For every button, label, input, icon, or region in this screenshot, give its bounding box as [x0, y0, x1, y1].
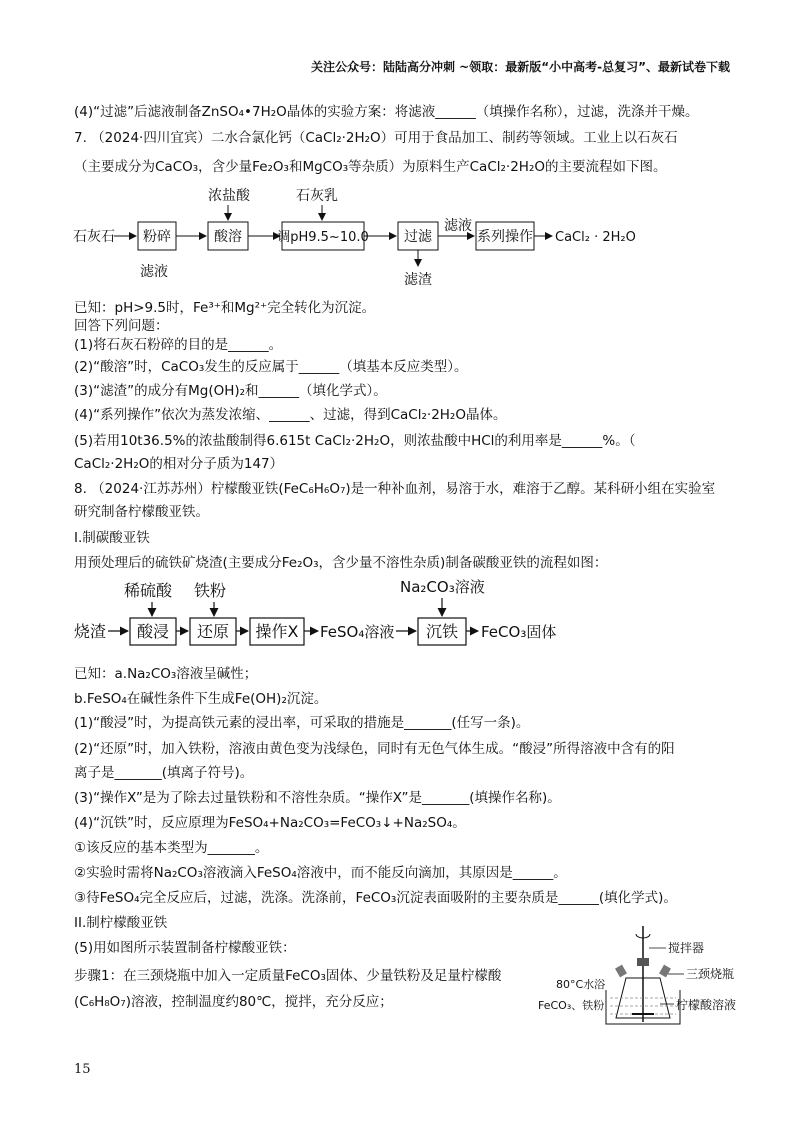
flow1-product: CaCl₂ · 2H₂O [555, 230, 636, 245]
flow2-product: FeCO₃固体 [481, 623, 557, 641]
flow2-acid-label: 稀硫酸 [124, 581, 173, 600]
q8-step1-cont: (C₆H₈O₇)溶液，控制温度约80℃，搅拌，充分反应； [74, 994, 393, 1010]
q7-answer-prompt: 回答下列问题： [74, 318, 169, 334]
q8-part4-sub3: ③待FeSO₄完全反应后，过滤，洗涤。洗涤前，FeCO₃沉淀表面吸附的主要杂质是______(填化学式)。 [74, 890, 677, 906]
q7-part4: (4)“系列操作”依次为蒸发浓缩、______、过滤，得到CaCl₂·2H₂O晶体。 [74, 407, 507, 423]
flow1-box-series-label: 系列操作 [477, 229, 533, 245]
label-flask: 三颈烧瓶 [686, 967, 735, 981]
q8-part4-sub1: ①该反应的基本类型为_______。 [74, 840, 269, 856]
flow2-mid: FeSO₄溶液 [320, 623, 395, 641]
q8-known-b: b.FeSO₄在碱性条件下生成Fe(OH)₂沉淀。 [74, 691, 328, 707]
q8-part4: (4)“沉铁”时，反应原理为FeSO₄+Na₂CO₃=FeCO₃↓+Na₂SO₄。 [74, 815, 466, 831]
flow1-box-crush-label: 粉碎 [143, 229, 171, 245]
flow1-acid-label: 浓盐酸 [208, 188, 250, 204]
q6-part4: (4)“过滤”后滤液制备ZnSO₄•7H₂O晶体的实验方案：将滤液______（填操作名称），过滤，洗涤并干燥。 [74, 104, 699, 120]
q8-known-a: 已知：a.Na₂CO₃溶液呈碱性； [74, 666, 258, 682]
q7-part3: (3)“滤渣”的成分有Mg(OH)₂和______（填化学式）。 [74, 383, 387, 399]
q8-part4-sub2: ②实验时需将Na₂CO₃溶液滴入FeSO₄溶液中，而不能反向滴加，其原因是______。 [74, 865, 567, 881]
flow1-box-filter-label: 过滤 [404, 229, 432, 245]
page-header: 关注公众号：陆陆高分冲刺 ~领取：最新版“小中高考-总复习”、最新试卷下载 [311, 60, 730, 74]
label-stirrer: 搅拌器 [668, 941, 705, 955]
q8-part3: (3)“操作X”是为了除去过量铁粉和不溶性杂质。“操作X”是_______(填操作名称)。 [74, 790, 561, 806]
q7-known: 已知：pH>9.5时，Fe³⁺和Mg²⁺完全转化为沉淀。 [74, 300, 376, 316]
q8-step1: 步骤1：在三颈烧瓶中加入一定质量FeCO₃固体、少量铁粉及足量柠檬酸 [74, 968, 502, 984]
label-solution: 柠檬酸溶液 [676, 998, 737, 1012]
flow1-residue-label: 滤渣 [404, 272, 432, 288]
flask-neck-right [659, 965, 671, 978]
flow2-box-reduce-label: 还原 [196, 622, 230, 641]
flow1-filtrate-label: 滤液 [444, 218, 472, 234]
q8-part5: (5)用如图所示装置制备柠檬酸亚铁： [74, 940, 296, 956]
flow2-box-precip-label: 沉铁 [425, 622, 459, 641]
q7-intro-1: 7. （2024·四川宜宾）二水合氯化钙（CaCl₂·2H₂O）可用于食品加工、制药等领域。工业上以石灰石 [74, 130, 678, 146]
q8-intro-1: 8. （2024·江苏苏州）柠檬酸亚铁(FeC₆H₆O₇)是一种补血剂，易溶于水，难溶于乙醇。某科研小组在实验室 [74, 481, 716, 497]
q7-part1: (1)将石灰石粉碎的目的是______。 [74, 337, 283, 353]
page-number: 15 [74, 1062, 91, 1077]
q8-section-2: II.制柠檬酸亚铁 [74, 915, 168, 931]
stopper [637, 958, 649, 966]
q7-part5: (5)若用10t36.5%的浓盐酸制得6.615t CaCl₂·2H₂O，则浓盐酸中HCl的利用率是______%。（ [74, 433, 636, 449]
flow2-iron-label: 铁粉 [194, 581, 227, 600]
flow1-box-ph-label: 调pH9.5~10.0 [277, 230, 369, 245]
q8-part2-cont: 离子是_______(填离子符号)。 [74, 765, 254, 781]
flask-neck-left [615, 965, 627, 978]
label-bath: 80°C水浴 [556, 978, 606, 991]
flow2-na2co3-label: Na₂CO₃溶液 [400, 578, 485, 596]
flow2-start: 烧渣 [74, 622, 107, 641]
flow2-box-opx-label: 操作X [255, 622, 299, 641]
q8-section-1: I.制碳酸亚铁 [74, 530, 150, 546]
flow1-start: 石灰石 [73, 229, 115, 245]
q7-intro-2: （主要成分为CaCO₃，含少量Fe₂O₃和MgCO₃等杂质）为原料生产CaCl₂·2H₂O的主要流程如下图。 [74, 159, 667, 175]
q8-intro-2: 研究制备柠檬酸亚铁。 [74, 504, 209, 520]
q7-part2: (2)“酸溶”时，CaCO₃发生的反应属于______（填基本反应类型）。 [74, 359, 468, 375]
label-solids: FeCO₃、铁粉 [538, 999, 605, 1012]
flow1-box-dissolve-label: 酸溶 [214, 229, 242, 245]
q8-part1: (1)“酸浸”时，为提高铁元素的浸出率，可采取的措施是_______(任写一条)。 [74, 715, 530, 731]
flow2-box-leach-label: 酸浸 [136, 622, 170, 641]
flow1-below-crush: 滤液 [140, 264, 168, 280]
flow1-lime-label: 石灰乳 [296, 188, 338, 204]
q8-part2: (2)“还原”时，加入铁粉，溶液由黄色变为浅绿色，同时有无色气体生成。“酸浸”所得溶液中含有的阳 [74, 741, 675, 757]
q8-flow-intro: 用预处理后的硫铁矿烧渣(主要成分Fe₂O₃，含少量不溶性杂质)制备碳酸亚铁的流程如图： [74, 555, 608, 571]
q7-part5-cont: CaCl₂·2H₂O的相对分子质为147） [74, 456, 284, 472]
